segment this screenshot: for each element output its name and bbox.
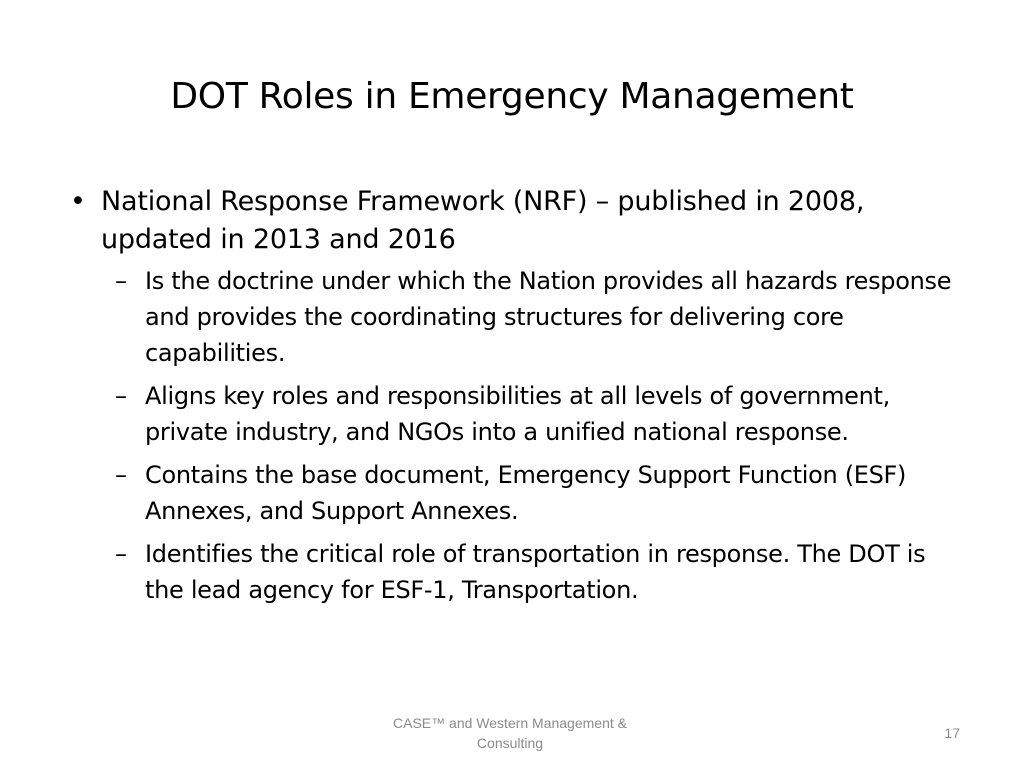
- sub-bullet-text: Aligns key roles and responsibilities at all levels of government, private industry, and NGOs into a unified national response.: [145, 382, 890, 446]
- sub-bullet-list: [70, 263, 990, 608]
- sub-bullet-text: Contains the base document, Emergency Support Function (ESF) Annexes, and Support Annexes.: [145, 461, 907, 525]
- slide-content: [70, 183, 990, 615]
- dash-marker: –: [115, 461, 127, 489]
- sub-bullet-item: [70, 378, 965, 450]
- bullet-item: [70, 183, 911, 259]
- dash-marker: –: [115, 267, 127, 295]
- dash-marker: –: [115, 540, 127, 568]
- slide-title: DOT Roles in Emergency Management: [170, 76, 854, 117]
- bullet-marker: •: [70, 186, 86, 217]
- sub-bullet-text: Is the doctrine under which the Nation provides all hazards response and provides the coordinating structures for delivering core capabilities.: [145, 267, 952, 367]
- dash-marker: –: [115, 382, 127, 410]
- page-number: 17: [944, 725, 960, 741]
- footer-text: CASE™ and Western Management & Consulting: [393, 715, 627, 751]
- bullet-text: National Response Framework (NRF) – published in 2008, updated in 2013 and 2016: [101, 186, 865, 255]
- sub-bullet-item: [70, 536, 965, 608]
- sub-bullet-text: Identifies the critical role of transportation in response. The DOT is the lead agency for ESF-1, Transportation.: [145, 540, 926, 604]
- sub-bullet-item: [70, 263, 965, 371]
- sub-bullet-item: [70, 457, 965, 529]
